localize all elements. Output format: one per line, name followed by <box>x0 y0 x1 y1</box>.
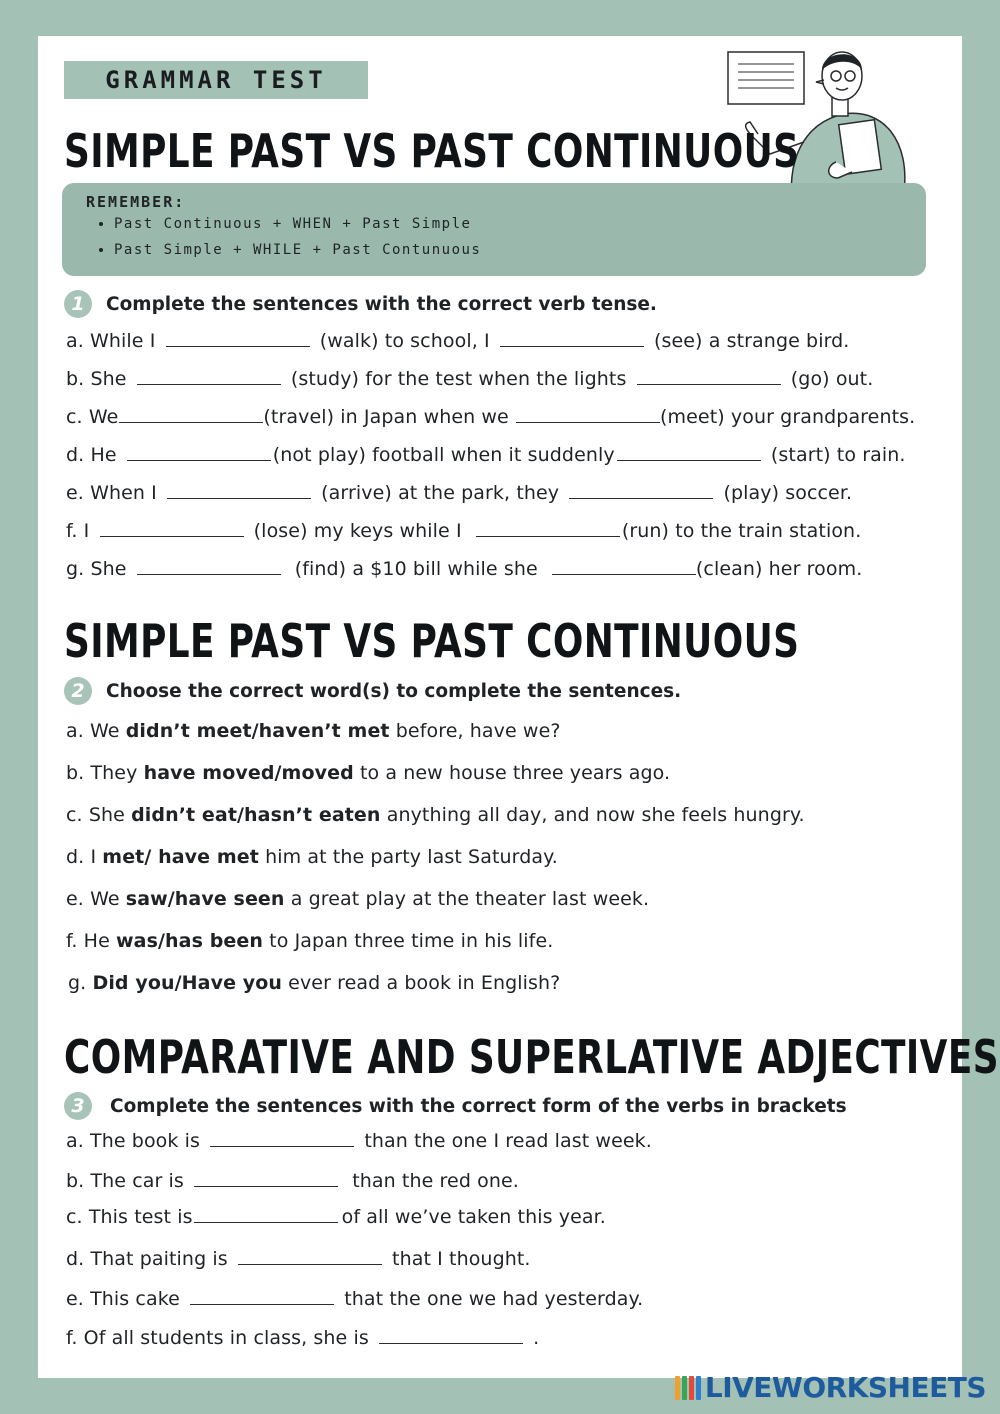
remember-item: • Past Continuous + WHEN + Past Simple <box>114 211 481 237</box>
line-text: d. I <box>66 846 97 868</box>
choice-options[interactable]: saw/have seen <box>125 888 285 910</box>
exercise-number-badge: 2 <box>64 677 92 705</box>
line-text: (run) to the train station. <box>621 520 862 542</box>
exercise2-header <box>64 677 681 705</box>
exercise3-line-a <box>66 1128 652 1152</box>
exercise3-line-f <box>66 1325 539 1349</box>
line-text: e. We <box>66 888 120 910</box>
answer-blank[interactable] <box>127 442 271 461</box>
line-text: (start) to rain. <box>770 444 906 466</box>
answer-blank[interactable] <box>476 518 620 537</box>
line-text: (travel) in Japan when we <box>263 406 509 428</box>
answer-blank[interactable] <box>500 328 644 347</box>
answer-blank[interactable] <box>119 404 263 423</box>
line-text: before, have we? <box>395 720 561 742</box>
exercise2-line-f <box>66 930 553 952</box>
answer-blank[interactable] <box>569 480 713 499</box>
exercise1-instruction: Complete the sentences with the correct verb tense. <box>106 293 657 315</box>
line-text: e. When I <box>66 482 157 504</box>
line-text: e. This cake <box>66 1288 180 1310</box>
line-text: a. While I <box>66 330 156 352</box>
exercise-number-badge: 1 <box>64 290 92 318</box>
exercise2-line-g <box>68 972 560 994</box>
line-text: . <box>533 1327 540 1349</box>
answer-blank[interactable] <box>100 518 244 537</box>
line-text: c. We <box>66 406 119 428</box>
remember-heading: REMEMBER: <box>86 193 186 211</box>
exercise1-line-a <box>66 328 849 352</box>
line-text: f. He <box>66 930 110 952</box>
line-text: b. She <box>66 368 127 390</box>
exercise3-line-d <box>66 1246 531 1270</box>
line-text: (study) for the test when the lights <box>290 368 627 390</box>
line-text: to a new house three years ago. <box>359 762 671 784</box>
line-text: f. I <box>66 520 90 542</box>
line-text: that I thought. <box>392 1248 531 1270</box>
answer-blank[interactable] <box>137 366 281 385</box>
section1-title: SIMPLE PAST VS PAST CONTINUOUS <box>64 124 800 178</box>
exercise3-line-b <box>66 1168 519 1192</box>
line-text: anything all day, and now she feels hungry. <box>386 804 805 826</box>
answer-blank[interactable] <box>210 1128 354 1147</box>
answer-blank[interactable] <box>190 1286 334 1305</box>
line-text: than the one I read last week. <box>364 1130 652 1152</box>
line-text: (walk) to school, I <box>319 330 490 352</box>
exercise1-line-f <box>66 518 861 542</box>
exercise2-line-e <box>66 888 649 910</box>
line-text: (not play) football when it suddenly <box>272 444 615 466</box>
logo-text: LIVEWORKSHEETS <box>704 1371 986 1404</box>
line-text: (lose) my keys while I <box>253 520 462 542</box>
choice-options[interactable]: was/has been <box>116 930 264 952</box>
answer-blank[interactable] <box>379 1325 523 1344</box>
line-text: than the red one. <box>352 1170 519 1192</box>
choice-options[interactable]: have moved/moved <box>143 762 354 784</box>
choice-options[interactable]: didn’t meet/haven’t met <box>125 720 390 742</box>
line-text: b. They <box>66 762 138 784</box>
exercise2-line-d <box>66 846 558 868</box>
line-text: a great play at the theater last week. <box>290 888 650 910</box>
line-text: d. He <box>66 444 117 466</box>
exercise1-line-b <box>66 366 873 390</box>
answer-blank[interactable] <box>238 1246 382 1265</box>
line-text: of all we’ve taken this year. <box>341 1206 606 1228</box>
answer-blank[interactable] <box>166 328 310 347</box>
line-text: c. This test is <box>66 1206 193 1228</box>
answer-blank[interactable] <box>617 442 761 461</box>
line-text: (clean) her room. <box>695 558 863 580</box>
answer-blank[interactable] <box>194 1168 338 1187</box>
section2-title: SIMPLE PAST VS PAST CONTINUOUS <box>64 614 800 668</box>
exercise3-header <box>64 1092 847 1120</box>
remember-box <box>62 183 926 276</box>
banner-text: GRAMMAR TEST <box>105 66 327 94</box>
line-text: (see) a strange bird. <box>653 330 850 352</box>
line-text: b. The car is <box>66 1170 184 1192</box>
line-text: (arrive) at the park, they <box>321 482 560 504</box>
choice-options[interactable]: didn’t eat/hasn’t eaten <box>131 804 381 826</box>
exercise2-line-b <box>66 762 670 784</box>
line-text: g. <box>68 972 87 994</box>
line-text: ever read a book in English? <box>288 972 561 994</box>
exercise1-line-e <box>66 480 852 504</box>
answer-blank[interactable] <box>637 366 781 385</box>
line-text: to Japan three time in his life. <box>269 930 554 952</box>
answer-blank[interactable] <box>137 556 281 575</box>
line-text: that the one we had yesterday. <box>344 1288 644 1310</box>
line-text: c. She <box>66 804 125 826</box>
exercise1-line-c <box>66 404 915 428</box>
line-text: g. She <box>66 558 127 580</box>
line-text: a. We <box>66 720 120 742</box>
line-text: a. The book is <box>66 1130 201 1152</box>
exercise2-instruction: Choose the correct word(s) to complete the sentences. <box>106 680 682 702</box>
line-text: f. Of all students in class, she is <box>66 1327 369 1349</box>
line-text: (play) soccer. <box>723 482 853 504</box>
remember-item: • Past Simple + WHILE + Past Contunuous <box>114 237 481 263</box>
answer-blank[interactable] <box>167 480 311 499</box>
exercise2-line-a <box>66 720 561 742</box>
logo-icon <box>675 1376 701 1400</box>
answer-blank[interactable] <box>516 404 660 423</box>
line-text: d. That paiting is <box>66 1248 228 1270</box>
line-text: (find) a $10 bill while she <box>294 558 538 580</box>
line-text: (go) out. <box>790 368 874 390</box>
grammar-test-banner <box>64 61 368 99</box>
exercise3-instruction: Complete the sentences with the correct form of the verbs in brackets <box>110 1095 847 1117</box>
answer-blank[interactable] <box>552 556 696 575</box>
worksheet-page <box>38 36 999 1378</box>
exercise1-line-g <box>66 556 862 580</box>
line-text: (meet) your grandparents. <box>660 406 916 428</box>
section3-title: COMPARATIVE AND SUPERLATIVE ADJECTIVES <box>64 1030 999 1084</box>
choice-options[interactable]: met/ have met <box>102 846 259 868</box>
liveworksheets-logo[interactable] <box>675 1371 986 1404</box>
exercise3-line-e <box>66 1286 643 1310</box>
remember-list <box>94 211 481 263</box>
exercise-number-badge: 3 <box>64 1092 92 1120</box>
exercise3-line-c <box>66 1204 606 1228</box>
answer-blank[interactable] <box>194 1204 338 1223</box>
choice-options[interactable]: Did you/Have you <box>92 972 283 994</box>
exercise1-line-d <box>66 442 906 466</box>
exercise2-line-c <box>66 804 805 826</box>
exercise1-header <box>64 290 657 318</box>
line-text: him at the party last Saturday. <box>265 846 558 868</box>
